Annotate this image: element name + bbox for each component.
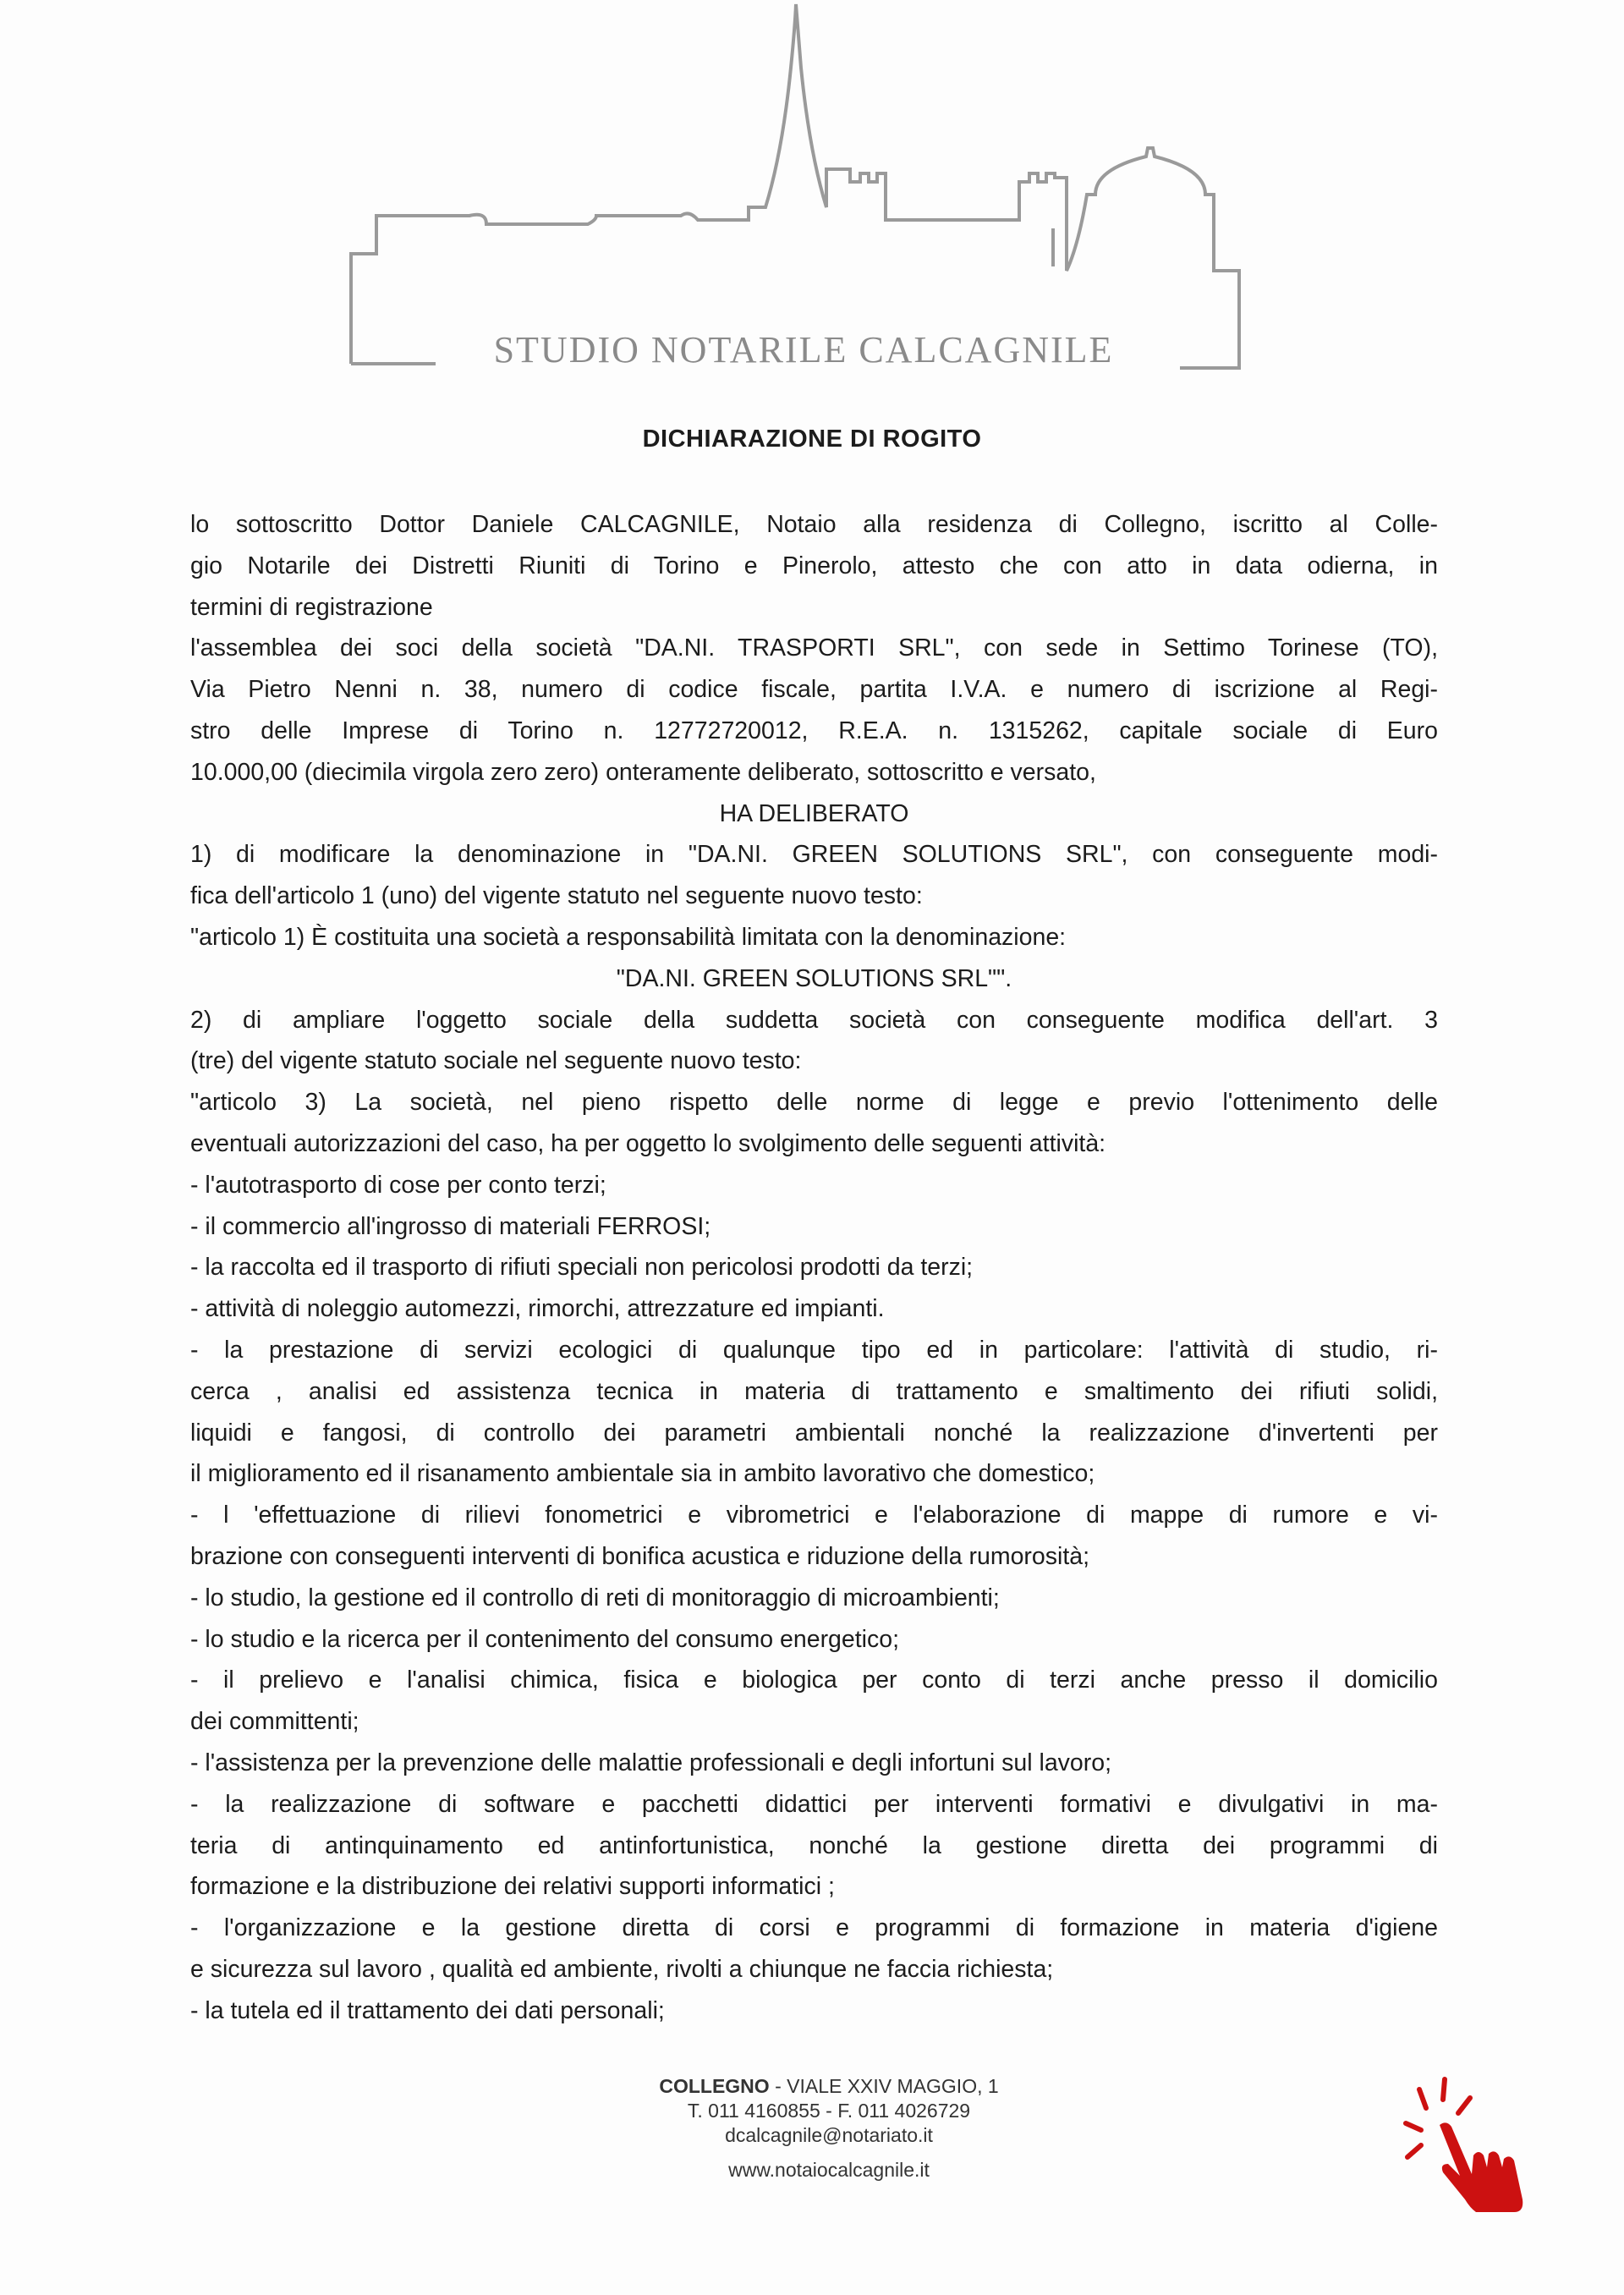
body-text-line: - la tutela ed il trattamento dei dati personali;: [190, 1996, 665, 2024]
body-text-line: 10.000,00 (diecimila virgola zero zero) onteramente deliberato, sottoscritto e versato,: [190, 758, 1096, 786]
body-text-line: l'assemblea dei soci della società "DA.NI. TRASPORTI SRL", con sede in Settimo Torinese (TO),: [190, 634, 1438, 662]
body-text-line: cerca , analisi ed assistenza tecnica in materia di trattamento e smaltimento dei rifiuti solidi,: [190, 1377, 1438, 1405]
body-text-line: - il commercio all'ingrosso di materiali FERROSI;: [190, 1212, 711, 1240]
body-text-line: - lo studio, la gestione ed il controllo di reti di monitoraggio di microambienti;: [190, 1584, 1000, 1611]
body-text-line: 2) di ampliare l'oggetto sociale della suddetta società con conseguente modifica dell'art. 3: [190, 1006, 1438, 1034]
body-text-line: eventuali autorizzazioni del caso, ha per oggetto lo svolgimento delle seguenti attività:: [190, 1129, 1106, 1157]
body-text-line: formazione e la distribuzione dei relativi supporti informatici ;: [190, 1873, 835, 1901]
body-text-line: 1) di modificare la denominazione in "DA.NI. GREEN SOLUTIONS SRL", con conseguente modi-: [190, 841, 1438, 869]
body-text-line: brazione con conseguenti interventi di bonifica acustica e riduzione della rumorosità;: [190, 1542, 1090, 1570]
body-text-line: - l'autotrasporto di cose per conto terzi;: [190, 1171, 606, 1199]
body-text-line: stro delle Imprese di Torino n. 12772720012, R.E.A. n. 1315262, capitale sociale di Euro: [190, 717, 1438, 744]
footer-website[interactable]: www.notaiocalcagnile.it: [728, 2159, 930, 2181]
body-text-line: - attività di noleggio automezzi, rimorchi, attrezzature ed impianti.: [190, 1295, 885, 1323]
body-text-line: "articolo 1) È costituita una società a responsabilità limitata con la denominazione:: [190, 923, 1067, 951]
body-text-line: - la raccolta ed il trasporto di rifiuti speciali non pericolosi prodotti da terzi;: [190, 1254, 974, 1282]
click-hand-icon[interactable]: [1396, 2073, 1556, 2212]
footer-address: - VIALE XXIV MAGGIO, 1: [769, 2075, 999, 2097]
footer-contacts: [541, 2074, 1116, 2182]
body-text-line: - la prestazione di servizi ecologici di qualunque tipo ed in particolare: l'attività di studio, ri-: [190, 1336, 1438, 1364]
body-text-line: - l'organizzazione e la gestione diretta di corsi e programmi di formazione in materia d'igiene: [190, 1914, 1438, 1942]
body-text-line: - la realizzazione di software e pacchetti didattici per interventi formativi e divulgativi in ma-: [190, 1790, 1438, 1818]
body-text-line: Via Pietro Nenni n. 38, numero di codice fiscale, partita I.V.A. e numero di iscrizione al Regi-: [190, 676, 1438, 704]
body-text-line: - il prelievo e l'analisi chimica, fisica e biologica per conto di terzi anche presso il domicilio: [190, 1666, 1438, 1694]
body-text-line: teria di antinquinamento ed antinfortunistica, nonché la gestione diretta dei programmi di: [190, 1831, 1438, 1859]
body-text-line: il miglioramento ed il risanamento ambientale sia in ambito lavorativo che domestico;: [190, 1460, 1095, 1488]
footer-phone-fax: T. 011 4160855 - F. 011 4026729: [687, 2100, 971, 2122]
skyline-logo-icon: [343, 0, 1265, 381]
footer-email[interactable]: dcalcagnile@notariato.it: [725, 2124, 933, 2146]
letterhead-name: STUDIO NOTARILE CALCAGNILE: [493, 329, 1114, 371]
body-text-line: lo sottoscritto Dottor Daniele CALCAGNILE, Notaio alla residenza di Collegno, iscritto al Colle-: [190, 511, 1438, 538]
body-text-line: fica dell'articolo 1 (uno) del vigente statuto nel seguente nuovo testo:: [190, 882, 923, 910]
centered-heading-line: HA DELIBERATO: [719, 799, 909, 827]
footer-city: COLLEGNO: [659, 2075, 770, 2097]
body-text-line: - l 'effettuazione di rilievi fonometrici e vibrometrici e l'elaborazione di mappe di rumore e vi-: [190, 1502, 1438, 1529]
body-text-line: gio Notarile dei Distretti Riuniti di Torino e Pinerolo, attesto che con atto in data odierna, in: [190, 552, 1438, 579]
document-body: [190, 504, 1438, 2031]
body-text-line: (tre) del vigente statuto sociale nel seguente nuovo testo:: [190, 1047, 802, 1075]
body-text-line: dei committenti;: [190, 1708, 359, 1736]
document-title: DICHIARAZIONE DI ROGITO: [642, 426, 982, 453]
body-text-line: - l'assistenza per la prevenzione delle malattie professionali e degli infortuni sul lavoro;: [190, 1749, 1112, 1776]
centered-heading-line: "DA.NI. GREEN SOLUTIONS SRL"".: [616, 964, 1012, 992]
body-text-line: e sicurezza sul lavoro , qualità ed ambiente, rivolti a chiunque ne faccia richiesta;: [190, 1955, 1054, 1983]
body-text-line: "articolo 3) La società, nel pieno rispetto delle norme di legge e previo l'ottenimento delle: [190, 1089, 1438, 1117]
body-text-line: - lo studio e la ricerca per il contenimento del consumo energetico;: [190, 1625, 900, 1653]
body-text-line: liquidi e fangosi, di controllo dei parametri ambientali nonché la realizzazione d'invertenti per: [190, 1419, 1438, 1447]
body-text-line: termini di registrazione: [190, 593, 433, 621]
